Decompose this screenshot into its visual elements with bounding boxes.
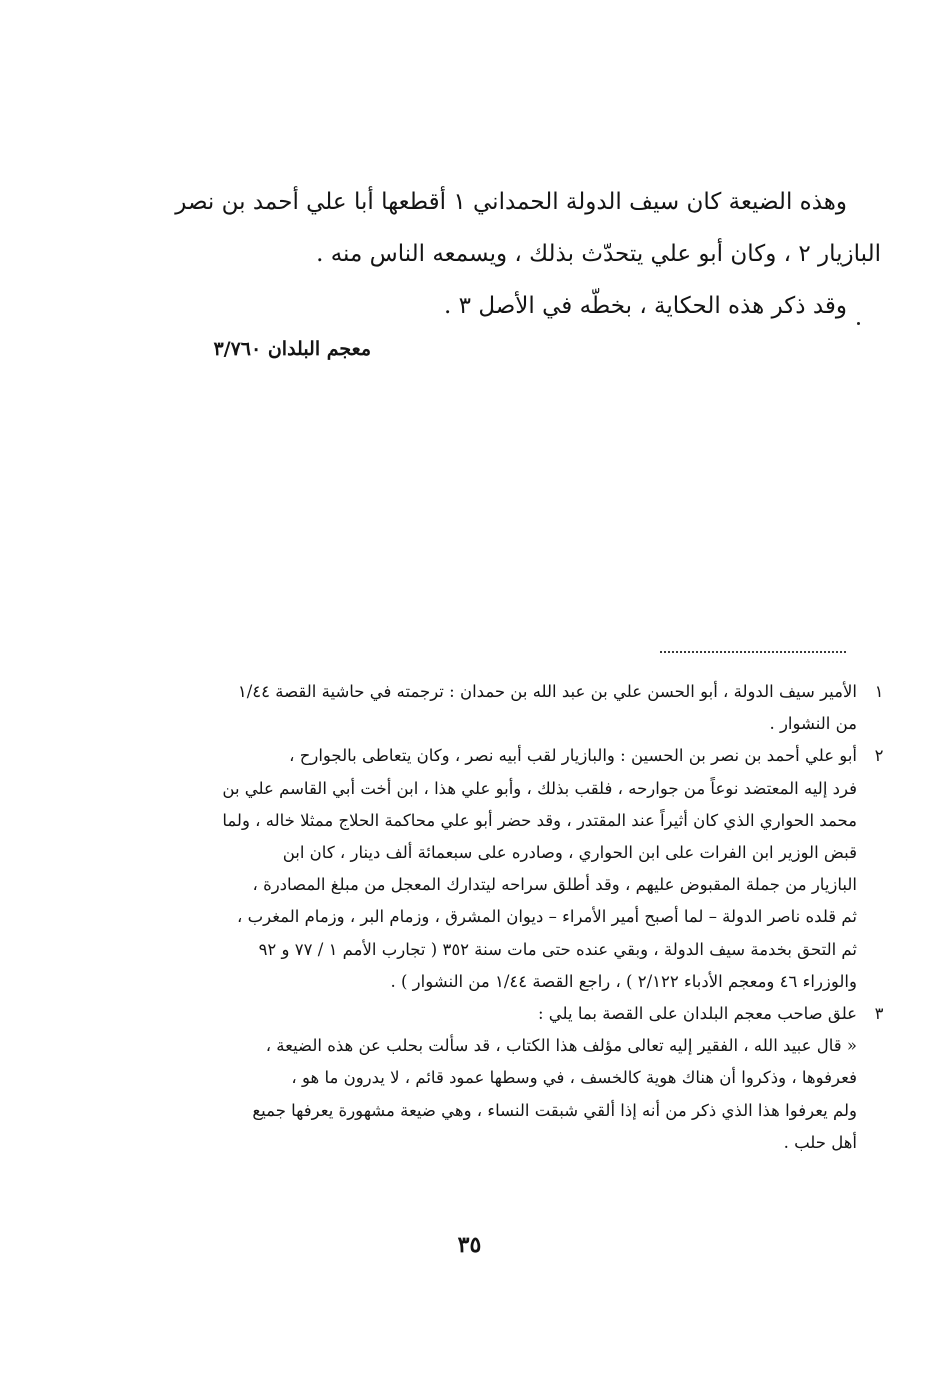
footnote-text: ولم يعرفوا هذا الذي ذكر من أنه إذا ألقي شبقت النساء ، وهي ضيعة مشهورة يعرفها جميع: [252, 1100, 857, 1120]
footnote-line: [157, 901, 857, 933]
footnote-line: [157, 1062, 857, 1094]
main-text-line: وهذه الضيعة كان سيف الدولة الحمداني ١ أقطعها أبا علي أحمد بن نصر: [175, 189, 847, 215]
footnote-number: ١: [874, 682, 884, 701]
footnote-line: [157, 1127, 857, 1159]
footnote-text: البازيار من جملة المقبوض عليهم ، وقد أطلق سراحه ليتدارك المعجل من مبلغ المصادرة ،: [252, 875, 857, 895]
main-text-block: [147, 176, 881, 332]
footnote-text: أبو علي أحمد بن نصر بن الحسين : والبازيار لقب أبيه نصر ، وكان يتعاطى بالجوارح ،: [289, 746, 857, 766]
main-text-line: البازيار ٢ ، وكان أبو علي يتحدّث بذلك ، ويسمعه الناس منه .: [316, 241, 881, 267]
page-number: ٣٥: [457, 1232, 482, 1258]
footnote-line: [157, 966, 857, 998]
ink-speck: [857, 322, 860, 325]
footnote-line: [157, 998, 884, 1030]
footnote-text: قبض الوزير ابن الفرات على ابن الحواري ، وصادره على سبعمائة ألف دينار ، كان ابن: [282, 843, 857, 863]
footnote-text: أهل حلب .: [783, 1132, 857, 1152]
footnote-text: « قال عبيد الله ، الفقير إليه تعالى مؤلف هذا الكتاب ، قد سألت بحلب عن هذه الضيعة ،: [265, 1036, 857, 1056]
footnote-text: والوزراء ٤٦ ومعجم الأدباء ٢/١٢٢ ) ، راجع القصة ١/٤٤ من النشوار ) .: [390, 971, 857, 991]
footnote-line: [157, 773, 857, 805]
footnotes-block: [157, 676, 884, 1159]
footnote-divider: [660, 651, 846, 653]
footnote-line: [157, 676, 884, 708]
main-text-line: وقد ذكر هذه الحكاية ، بخطّه في الأصل ٣ .: [444, 293, 847, 319]
footnote-line: [157, 805, 857, 837]
footnote-line: [157, 837, 857, 869]
footnote-number: ٢: [874, 746, 884, 766]
footnote-line: [157, 708, 857, 740]
footnote-line: [157, 934, 857, 966]
source-citation: معجم البلدان ٣/٧٦٠: [213, 338, 371, 360]
footnote-line: [157, 740, 884, 772]
footnote-text: علق صاحب معجم البلدان على القصة بما يلي :: [537, 1004, 857, 1024]
footnote-line: [157, 1030, 857, 1062]
footnote-text: الأمير سيف الدولة ، أبو الحسن علي بن عبد الله بن حمدان : ترجمته في حاشية القصة ١/٤٤: [237, 682, 857, 701]
footnote-text: ثم قلده ناصر الدولة – لما أصبح أمير الأمراء – ديوان المشرق ، وزمام البر ، وزمام المغرب ،: [237, 907, 857, 927]
footnote-text: من النشوار .: [769, 714, 857, 734]
footnote-line: [157, 1095, 857, 1127]
footnote-text: فرد إليه المعتضد نوعاً من جوارحه ، فلقب بذلك ، وأبو علي هذا ، ابن أخت أبي القاسم علي بن: [222, 778, 857, 798]
footnote-number: ٣: [874, 1004, 884, 1024]
footnote-text: ثم التحق بخدمة سيف الدولة ، وبقي عنده حتى مات سنة ٣٥٢ ( تجارب الأمم ١ / ٧٧ و ٩٢: [258, 939, 857, 959]
footnote-text: محمد الحواري الذي كان أثيراً عند المقتدر ، وقد حضر أبو علي محاكمة الحلاج ممثلا خاله ، ولما: [222, 810, 857, 830]
footnote-line: [157, 869, 857, 901]
footnote-text: فعرفوها ، وذكروا أن هناك هوية كالخسف ، في وسطها عمود قائم ، لا يدرون ما هو ،: [291, 1068, 857, 1088]
